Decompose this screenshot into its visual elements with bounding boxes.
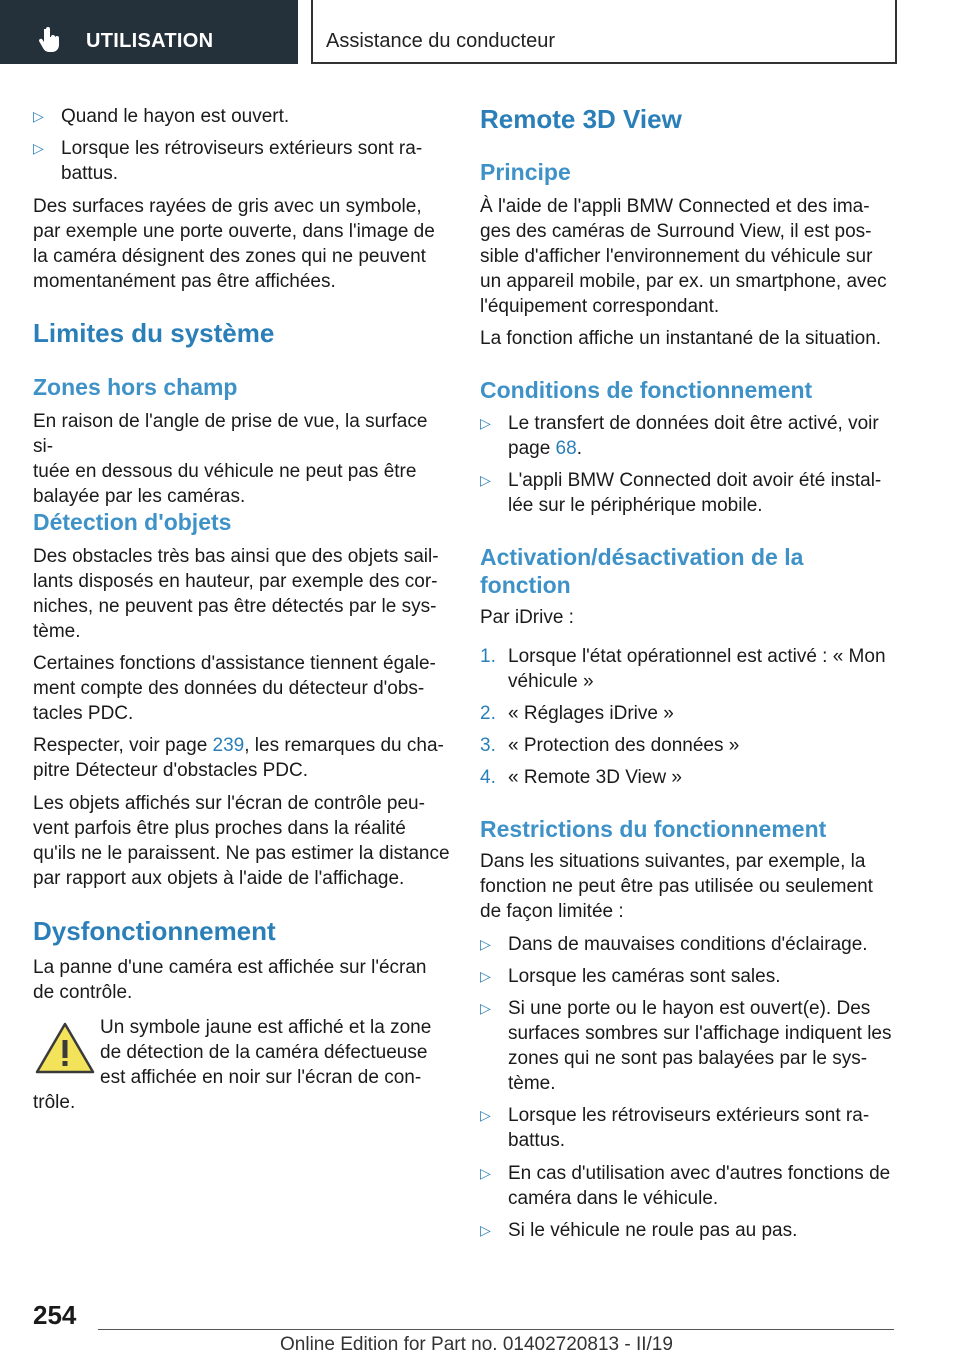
triangle-bullet-icon: ▷ [480,936,491,952]
page-link[interactable]: 68 [555,438,577,459]
hand-pointer-icon [38,27,62,53]
paragraph: Dans les situations suivantes, par exemple, la fonction ne peut être pas utilisée ou seulement de façon limitée : [480,851,873,922]
paragraph: Un symbole jaune est affiché et la zone de détection de la caméra défectueuse est affichée en noir sur l'écran de con- [100,1017,432,1088]
heading-detection: Détection d'objets [33,509,232,535]
paragraph: La fonction affiche un instantané de la situation. [480,328,882,349]
list-item: 4. « Remote 3D View » [480,767,682,788]
paragraph: À l'aide de l'appli BMW Connected et des ima- ges des caméras de Surround View, il est pos- sible d'afficher l'environnement du véhicule sur un appareil mobile, par ex. un smartphone, avec l'équipement correspondant. [480,196,887,317]
triangle-bullet-icon: ▷ [33,140,44,156]
paragraph: Des surfaces rayées de gris avec un symbole, par exemple une porte ouverte, dans l'image de la caméra désignent des zones qui ne peuvent momentanément pas être affichées. [33,196,435,292]
paragraph: trôle. [33,1092,76,1113]
footer-divider [98,1329,894,1330]
list-item: ▷ Dans de mauvaises conditions d'éclairage. [480,934,868,955]
paragraph: En raison de l'angle de prise de vue, la surface si- tuée en dessous du véhicule ne peut pas être balayée par les caméras. [33,411,428,507]
heading-limites: Limites du système [33,318,275,348]
page-link[interactable]: 239 [212,735,245,756]
triangle-bullet-icon: ▷ [33,108,44,124]
triangle-bullet-icon: ▷ [480,1165,491,1181]
list-item: ▷ Lorsque les rétroviseurs extérieurs sont ra- battus. [33,138,423,184]
warning-triangle-icon [33,1020,97,1076]
paragraph: La panne d'une caméra est affichée sur l'écran de contrôle. [33,957,427,1003]
list-item: ▷ Quand le hayon est ouvert. [33,106,290,127]
paragraph: Les objets affichés sur l'écran de contrôle peu- vent parfois être plus proches dans la réalité qu'ils ne le paraissent. Ne pas estimer la distance par rapport aux objets à l'aide de l'affichage. [33,793,450,889]
list-item: ▷ Si une porte ou le hayon est ouvert(e). Des surfaces sombres sur l'affichage indiquent les zones qui ne sont pas balayées par le sys- tème. [480,998,892,1094]
chapter-header [311,0,897,64]
heading-zones: Zones hors champ [33,374,238,400]
heading-restrictions: Restrictions du fonctionnement [480,816,827,842]
paragraph: Certaines fonctions d'assistance tiennent égale- ment compte des données du détecteur d'obs- tacles PDC. [33,653,436,724]
triangle-bullet-icon: ▷ [480,1107,491,1123]
chapter-label: Assistance du conducteur [326,30,556,52]
heading-conditions: Conditions de fonctionnement [480,377,813,403]
list-item: ▷ Le transfert de données doit être activé, voir page 68. [480,413,879,459]
section-label: UTILISATION [86,30,214,52]
triangle-bullet-icon: ▷ [480,1000,491,1016]
list-item: ▷ L'appli BMW Connected doit avoir été instal- lée sur le périphérique mobile. [480,470,882,516]
edition-text: Online Edition for Part no. 01402720813 - II/19 [280,1334,673,1355]
list-item: 2. « Réglages iDrive » [480,703,674,724]
triangle-bullet-icon: ▷ [480,968,491,984]
heading-remote: Remote 3D View [480,104,682,134]
section-tab [0,0,298,64]
triangle-bullet-icon: ▷ [480,415,491,431]
paragraph: Des obstacles très bas ainsi que des objets sail- lants disposés en hauteur, par exemple des cor- niches, ne peuvent pas être détectés par le sys- tème. [33,546,439,642]
list-item: ▷ Si le véhicule ne roule pas au pas. [480,1220,798,1241]
heading-activation: Activation/désactivation de la fonction [480,544,804,598]
list-item: ▷ Lorsque les rétroviseurs extérieurs sont ra- battus. [480,1105,870,1151]
paragraph: Par iDrive : [480,607,574,628]
triangle-bullet-icon: ▷ [480,472,491,488]
heading-principe: Principe [480,159,571,185]
heading-dysfonctionnement: Dysfonctionnement [33,916,276,946]
list-item: 3. « Protection des données » [480,735,740,756]
page-number: 254 [33,1300,77,1330]
list-item: 1. Lorsque l'état opérationnel est activé : « Mon véhicule » [480,646,886,692]
paragraph: Respecter, voir page 239, les remarques du cha- pitre Détecteur d'obstacles PDC. [33,735,444,781]
list-item: ▷ En cas d'utilisation avec d'autres fonctions de caméra dans le véhicule. [480,1163,891,1209]
triangle-bullet-icon: ▷ [480,1222,491,1238]
list-item: ▷ Lorsque les caméras sont sales. [480,966,781,987]
